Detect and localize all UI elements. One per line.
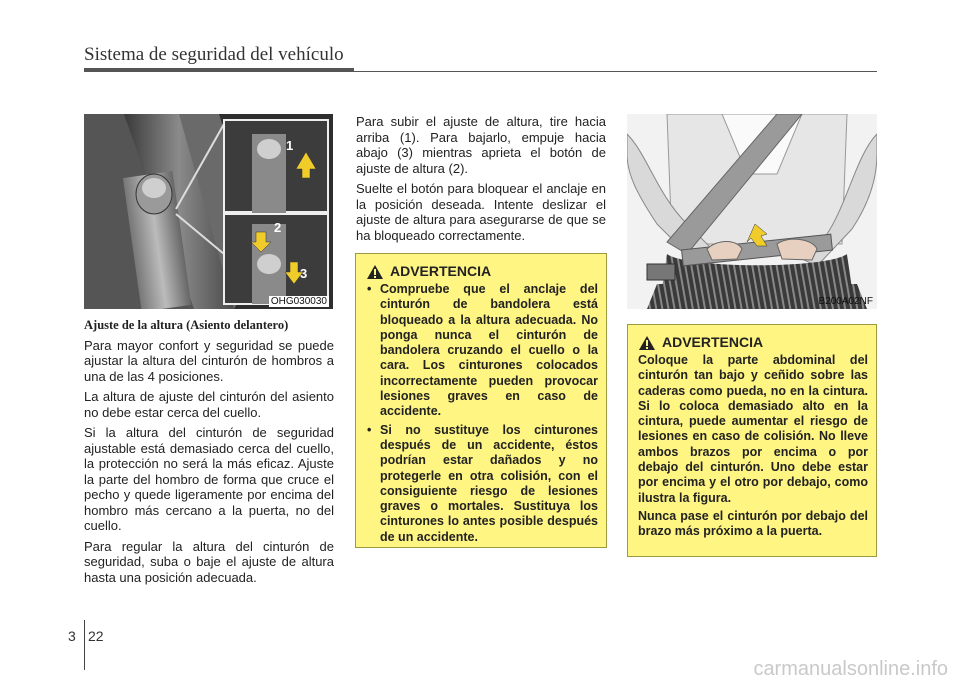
figure-code: B200A02NF	[818, 296, 873, 307]
warning-triangle-icon	[638, 335, 656, 351]
height-adjuster-illustration	[84, 114, 333, 309]
paragraph: Si la altura del cinturón de seguridad ajustable está demasiado cerca del cuello, la protección no será la más eficaz. Ajuste la parte del hombro de forma que cruce el pecho y quede ligeramente por encima del hombro más cercano a la puerta, no del cuello.	[84, 425, 334, 533]
figure-height-adjuster	[84, 114, 333, 309]
paragraph: Para mayor confort y seguridad se puede ajustar la altura del cinturón de hombros a una de las 4 posiciones.	[84, 337, 334, 384]
warning-item: • Compruebe que el anclaje del cinturón de bandolera está bloqueado a la altura adecuada. No ponga nunca el cinturón de bandolera cruzando el cuello o la cara. Los cinturones colocados incorrectamente pueden provocar lesiones graves en caso de accidente.	[366, 282, 598, 420]
paragraph: Suelte el botón para bloquear el anclaje en la posición deseada. Intente deslizar el ajuste de altura para asegurarse de que se ha bloqueado correctamente.	[356, 181, 606, 243]
callout-1: 1	[286, 138, 294, 153]
subsection-heading: Ajuste de la altura (Asiento delantero)	[84, 318, 289, 332]
paragraph: Para regular la altura del cinturón de seguridad, suba o baje el ajuste de altura hasta una posición adecuada.	[84, 538, 334, 585]
watermark: carmanualsonline.info	[753, 658, 948, 680]
warning-paragraph: Nunca pase el cinturón por debajo del brazo más próximo a la puerta.	[638, 508, 868, 539]
warning-title-text: ADVERTENCIA	[390, 263, 492, 280]
warning-list	[366, 282, 598, 545]
header-rule-thin	[84, 71, 877, 72]
paragraph: La altura de ajuste del cinturón del asiento no debe estar cerca del cuello.	[84, 389, 334, 420]
lap-belt-illustration	[627, 114, 877, 309]
section-title: Sistema de seguridad del vehículo	[84, 44, 344, 65]
chapter-number: 3	[68, 628, 76, 644]
warning-box-lap-belt	[627, 324, 877, 557]
figure-code: OHG030030	[270, 296, 327, 307]
left-column	[84, 318, 334, 590]
page-number-divider	[84, 620, 85, 670]
callout-3: 3	[300, 266, 308, 281]
warning-item: • Si no sustituye los cinturones después de un accidente, éstos podrían estar dañados y no protegerle en otra colisión, con el consiguiente riesgo de lesiones graves o mortales. Sustituya los cinturones lo antes posible después de un accidente.	[366, 423, 598, 545]
warning-triangle-icon	[366, 264, 384, 280]
figure-lap-belt	[627, 114, 877, 309]
middle-column	[356, 114, 606, 248]
warning-paragraph: Coloque la parte abdominal del cinturón tan bajo y ceñido sobre las caderas como pueda, no en la cintura. Si lo coloca demasiado alto en la cintura, puede aumentar el riesgo de lesiones en caso de colisión. No lleve ambos brazos por encima o por debajo del cinturón. Uno debe estar por encima y el otro por debajo, como ilustra la figura.	[638, 353, 868, 505]
callout-2: 2	[274, 220, 282, 235]
warning-box-belt-anchor	[355, 253, 607, 548]
warning-title	[638, 335, 868, 351]
paragraph: Para subir el ajuste de altura, tire hacia arriba (1). Para bajarlo, empuje hacia abajo (3) mientras aprieta el botón de ajuste de altura (2).	[356, 114, 606, 176]
warning-title-text: ADVERTENCIA	[662, 334, 764, 351]
warning-title	[366, 264, 598, 280]
page-number: 22	[88, 628, 104, 644]
